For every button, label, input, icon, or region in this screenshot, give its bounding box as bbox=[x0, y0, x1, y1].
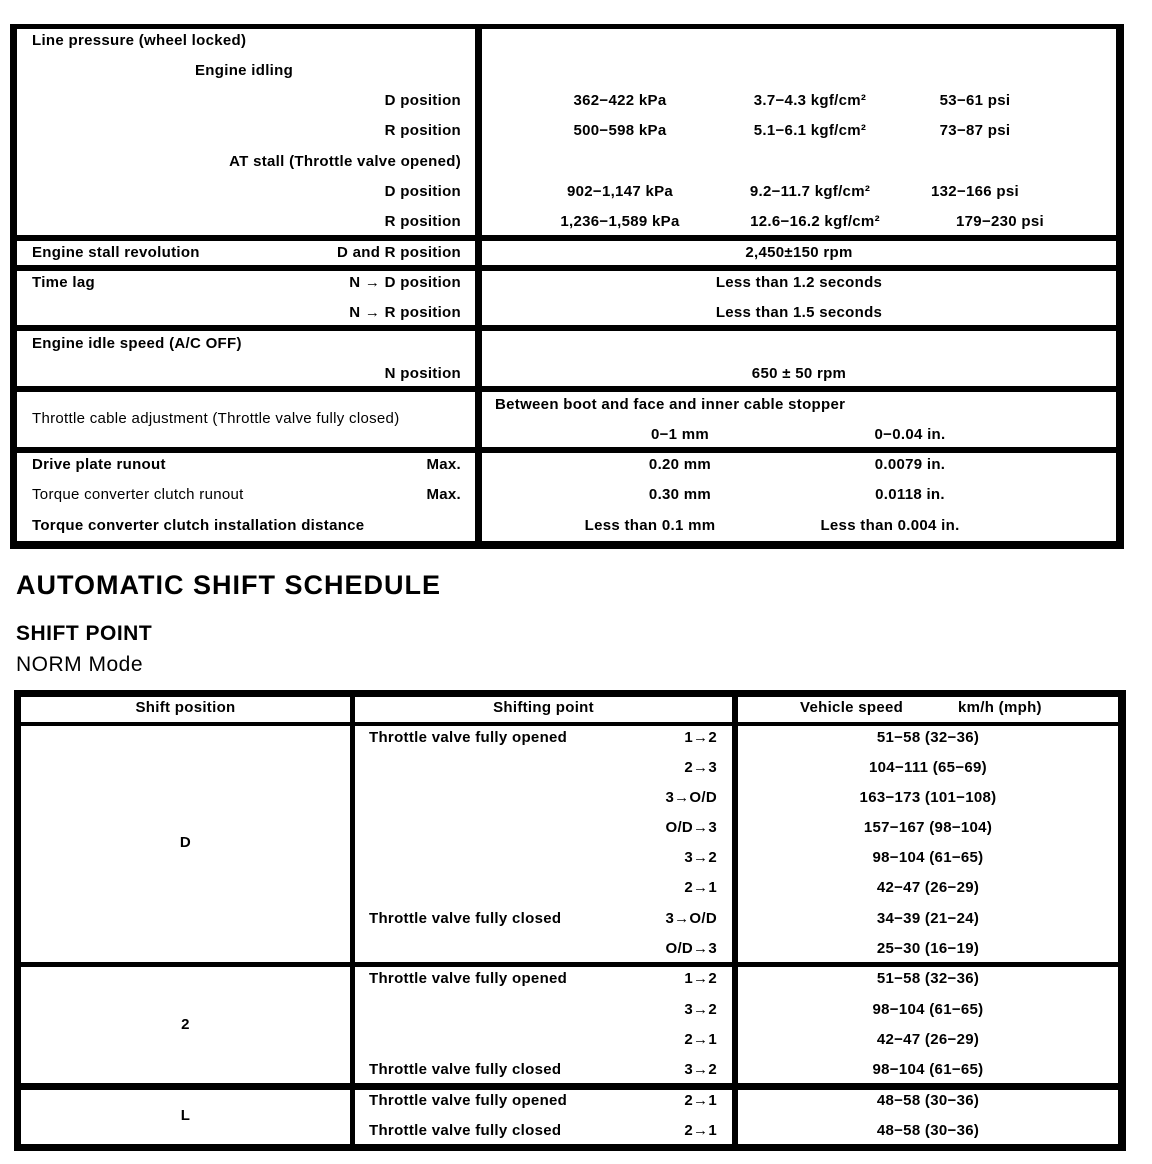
stall-r-position-label: R position bbox=[384, 213, 461, 230]
group-position-2: 2 bbox=[181, 1016, 190, 1033]
row-throttle: Throttle valve fully closed bbox=[369, 1061, 562, 1078]
time-lag-nr-value: Less than 1.5 seconds bbox=[715, 304, 883, 321]
drive-plate-runout-label: Drive plate runout bbox=[32, 456, 166, 473]
idle-r-psi: 73−87 psi bbox=[939, 122, 1011, 139]
row-throttle: Throttle valve fully opened bbox=[369, 729, 568, 746]
row-speed: 42−47 (26−29) bbox=[876, 879, 980, 896]
mode-label: NORM Mode bbox=[16, 653, 144, 676]
idle-d-kpa: 362−422 kPa bbox=[573, 92, 667, 109]
stall-d-psi: 132−166 psi bbox=[931, 183, 1019, 200]
header-shifting-point: Shifting point bbox=[493, 699, 594, 716]
row-shift: 3→2 bbox=[684, 1001, 717, 1018]
row-shift: 3→2 bbox=[684, 849, 717, 866]
idle-d-position-label: D position bbox=[384, 92, 461, 109]
stall-r-kgf: 12.6−16.2 kgf/cm² bbox=[750, 213, 880, 230]
time-lag-nd-label: N → D position bbox=[349, 274, 461, 291]
row-speed: 98−104 (61−65) bbox=[872, 1061, 984, 1078]
row-throttle: Throttle valve fully opened bbox=[369, 970, 568, 987]
row-speed: 163−173 (101−108) bbox=[859, 789, 997, 806]
idle-d-kgf: 3.7−4.3 kgf/cm² bbox=[753, 92, 867, 109]
subtitle: SHIFT POINT bbox=[16, 622, 153, 645]
converter-install-label: Torque converter clutch installation distance bbox=[32, 517, 365, 534]
converter-max: Max. bbox=[426, 486, 461, 503]
time-lag-label: Time lag bbox=[32, 274, 95, 291]
converter-runout-label: Torque converter clutch runout bbox=[32, 486, 244, 503]
section-title: AUTOMATIC SHIFT SCHEDULE bbox=[16, 570, 441, 600]
throttle-cable-imperial: 0−0.04 in. bbox=[874, 426, 946, 443]
row-shift: 3→O/D bbox=[665, 789, 717, 806]
converter-install-imperial: Less than 0.004 in. bbox=[820, 517, 960, 534]
converter-install-metric: Less than 0.1 mm bbox=[584, 517, 716, 534]
row-speed: 25−30 (16−19) bbox=[876, 940, 980, 957]
stall-revolution-condition: D and R position bbox=[337, 244, 461, 261]
row-shift: O/D→3 bbox=[665, 819, 717, 836]
converter-metric: 0.30 mm bbox=[648, 486, 712, 503]
stall-revolution-value: 2,450±150 rpm bbox=[745, 244, 853, 261]
row-shift: 2→1 bbox=[684, 879, 717, 896]
engine-idling-label: Engine idling bbox=[195, 62, 294, 79]
time-lag-nd-value: Less than 1.2 seconds bbox=[715, 274, 883, 291]
throttle-cable-metric: 0−1 mm bbox=[650, 426, 710, 443]
stall-d-kgf: 9.2−11.7 kgf/cm² bbox=[749, 183, 871, 200]
row-shift: 3→2 bbox=[684, 1061, 717, 1078]
time-lag-nr-label: N → R position bbox=[349, 304, 461, 321]
stall-r-kpa: 1,236−1,589 kPa bbox=[560, 213, 680, 230]
row-speed: 48−58 (30−36) bbox=[876, 1092, 980, 1109]
row-shift: 2→1 bbox=[684, 1122, 717, 1139]
idle-r-kgf: 5.1−6.1 kgf/cm² bbox=[753, 122, 867, 139]
idle-r-kpa: 500−598 kPa bbox=[573, 122, 667, 139]
row-shift: 2→1 bbox=[684, 1092, 717, 1109]
row-speed: 51−58 (32−36) bbox=[876, 729, 980, 746]
header-speed-units: km/h (mph) bbox=[958, 699, 1042, 716]
row-speed: 104−111 (65−69) bbox=[869, 759, 987, 776]
row-speed: 42−47 (26−29) bbox=[876, 1031, 980, 1048]
row-throttle: Throttle valve fully opened bbox=[369, 1092, 568, 1109]
drive-plate-max: Max. bbox=[426, 456, 461, 473]
idle-r-position-label: R position bbox=[384, 122, 461, 139]
group-position-d: D bbox=[179, 834, 192, 851]
stall-revolution-label: Engine stall revolution bbox=[32, 244, 200, 261]
line-pressure-heading: Line pressure (wheel locked) bbox=[32, 32, 247, 49]
stall-r-psi: 179−230 psi bbox=[956, 213, 1044, 230]
idle-speed-position: N position bbox=[384, 365, 461, 382]
row-shift: 2→1 bbox=[684, 1031, 717, 1048]
at-stall-label: AT stall (Throttle valve opened) bbox=[229, 153, 461, 170]
idle-speed-value: 650 ± 50 rpm bbox=[751, 365, 847, 382]
row-speed: 157−167 (98−104) bbox=[863, 819, 993, 836]
row-throttle: Throttle valve fully closed bbox=[369, 1122, 562, 1139]
idle-speed-label: Engine idle speed (A/C OFF) bbox=[32, 335, 242, 352]
row-speed: 98−104 (61−65) bbox=[872, 849, 984, 866]
header-vehicle-speed: Vehicle speed bbox=[800, 699, 904, 716]
throttle-cable-note: Between boot and face and inner cable stopper bbox=[495, 396, 846, 413]
drive-plate-metric: 0.20 mm bbox=[648, 456, 712, 473]
row-speed: 98−104 (61−65) bbox=[872, 1001, 984, 1018]
drive-plate-imperial: 0.0079 in. bbox=[874, 456, 946, 473]
row-shift: 2→3 bbox=[684, 759, 717, 776]
header-shift-position: Shift position bbox=[135, 699, 236, 716]
row-shift: 3→O/D bbox=[665, 910, 717, 927]
row-shift: O/D→3 bbox=[665, 940, 717, 957]
row-speed: 48−58 (30−36) bbox=[876, 1122, 980, 1139]
throttle-cable-label: Throttle cable adjustment (Throttle valve fully closed) bbox=[32, 410, 400, 427]
row-speed: 34−39 (21−24) bbox=[876, 910, 980, 927]
stall-d-kpa: 902−1,147 kPa bbox=[566, 183, 674, 200]
row-shift: 1→2 bbox=[684, 970, 717, 987]
converter-imperial: 0.0118 in. bbox=[875, 486, 945, 503]
group-position-l: L bbox=[180, 1107, 191, 1124]
stall-d-position-label: D position bbox=[384, 183, 461, 200]
row-speed: 51−58 (32−36) bbox=[876, 970, 980, 987]
row-shift: 1→2 bbox=[684, 729, 717, 746]
idle-d-psi: 53−61 psi bbox=[939, 92, 1011, 109]
row-throttle: Throttle valve fully closed bbox=[369, 910, 562, 927]
